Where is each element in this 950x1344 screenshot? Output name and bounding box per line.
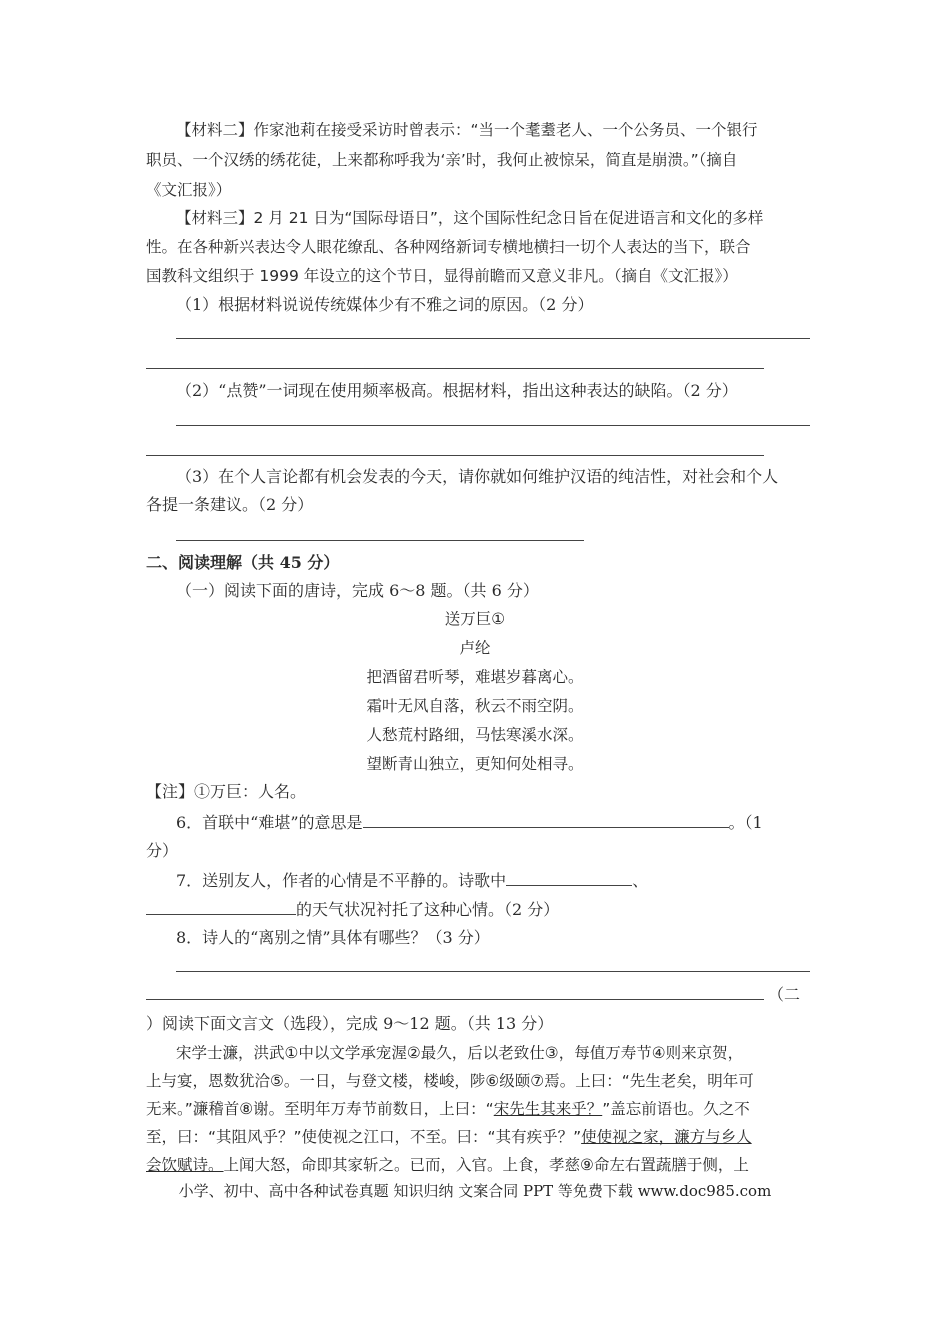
material2-line-1: 【材料二】作家池莉在接受采访时曾表示：“当一个耄耋老人、一个公务员、一个银行: [176, 121, 758, 139]
question-7-sep: 、: [632, 871, 649, 890]
answer-line[interactable]: [176, 540, 584, 541]
question-8: 8．诗人的“离别之情”具体有哪些？（3 分）: [176, 928, 490, 947]
part-2-intro: ）阅读下面文言文（选段），完成 9～12 题。（共 13 分）: [146, 1014, 554, 1033]
poem-line-2: 霜叶无风自落，秋云不雨空阴。: [366, 697, 584, 715]
material3-line-3: 国教科文组织于 1999 年设立的这个节日，显得前瞻而又意义非凡。（摘自《文汇报》）: [146, 267, 738, 285]
passage-line-4: [146, 1124, 752, 1150]
question-7-text-cont: 的天气状况衬托了这种心情。（2 分）: [296, 900, 560, 919]
answer-line[interactable]: [176, 338, 810, 339]
answer-blank[interactable]: [146, 896, 296, 915]
question-7-text: 7．送别友人，作者的心情是不平静的。诗歌中: [176, 871, 507, 890]
question-6-points-cont: 分）: [146, 841, 179, 860]
poem-line-3: 人愁荒村路细，马怯寒溪水深。: [366, 726, 584, 744]
passage-line-2: 上与宴，恩数犹洽⑤。一日，与登文楼，楼峻，陟⑥级颐⑦焉。上曰：“先生老矣，明年可: [146, 1072, 754, 1090]
underlined-sentence-2-cont: 会饮赋诗。: [146, 1156, 224, 1174]
passage-line-1: 宋学士濂，洪武①中以文学承宠渥②最久，后以老致仕③，每值万寿节④则来京贺，: [176, 1044, 744, 1062]
passage-text: 上闻大怒，命即其家斩之。已而，入官。上食，孝慈⑨命左右置蔬膳于侧，上: [223, 1156, 749, 1174]
question-7-cont: [146, 896, 559, 923]
question-7: [176, 867, 648, 894]
answer-line[interactable]: [176, 425, 810, 426]
underlined-sentence-2: 使使视之家，濂方与乡人: [581, 1128, 752, 1146]
answer-line[interactable]: [146, 368, 764, 369]
underlined-sentence-1: 宋先生其来乎？: [493, 1100, 603, 1118]
poem-line-1: 把酒留君听琴，难堪岁暮离心。: [366, 668, 584, 686]
poem-author: 卢纶: [459, 639, 491, 657]
answer-blank[interactable]: [363, 809, 729, 828]
material3-line-2: 性。在各种新兴表达令人眼花缭乱、各种网络新词专横地横扫一切个人表达的当下，联合: [146, 238, 751, 256]
question-1: （1）根据材料说说传统媒体少有不雅之词的原因。（2 分）: [176, 295, 594, 314]
passage-text: 无来。”濂稽首⑧谢。至明年万寿节前数日，上曰：“: [146, 1100, 494, 1118]
question-6-text: 6．首联中“难堪”的意思是: [176, 813, 363, 832]
answer-line[interactable]: [176, 971, 810, 972]
poem-title: 送万巨①: [444, 610, 506, 628]
footer-ad: 小学、初中、高中各种试卷真题 知识归纳 文案合同 PPT 等免费下载 www.doc985.com: [178, 1182, 772, 1200]
answer-line[interactable]: [146, 999, 764, 1000]
answer-blank[interactable]: [506, 867, 632, 886]
part-2-intro-start: （二: [768, 985, 801, 1004]
passage-text: 至，曰：“其阻风乎？”使使视之江口，不至。曰：“其有疾乎？”: [146, 1128, 582, 1146]
question-6-points: 。（1: [728, 813, 763, 832]
note: 【注】①万巨：人名。: [146, 782, 307, 801]
section-2-title: 二、阅读理解（共 45 分）: [146, 553, 340, 572]
material3-line-1: 【材料三】2 月 21 日为“国际母语日”，这个国际性纪念日旨在促进语言和文化的多样: [176, 209, 764, 227]
answer-line[interactable]: [146, 455, 764, 456]
part-1-intro: （一）阅读下面的唐诗，完成 6～8 题。（共 6 分）: [176, 581, 539, 600]
question-2: （2）“点赞”一词现在使用频率极高。根据材料，指出这种表达的缺陷。（2 分）: [176, 381, 738, 400]
question-3-line-2: 各提一条建议。（2 分）: [146, 495, 314, 514]
poem-line-4: 望断青山独立，更知何处相寻。: [366, 755, 584, 773]
passage-line-5: [146, 1152, 749, 1178]
question-3-line-1: （3）在个人言论都有机会发表的今天，请你就如何维护汉语的纯洁性，对社会和个人: [176, 467, 779, 486]
passage-text: ”盖忘前语也。久之不: [602, 1100, 750, 1118]
passage-line-3: [146, 1096, 750, 1122]
question-6: [176, 809, 763, 836]
material2-line-2: 职员、一个汉绣的绣花徒，上来都称呼我为‘亲’时，我何止被惊呆，简直是崩溃。”（摘自: [146, 151, 738, 169]
material2-line-3: 《文汇报》）: [146, 181, 232, 199]
